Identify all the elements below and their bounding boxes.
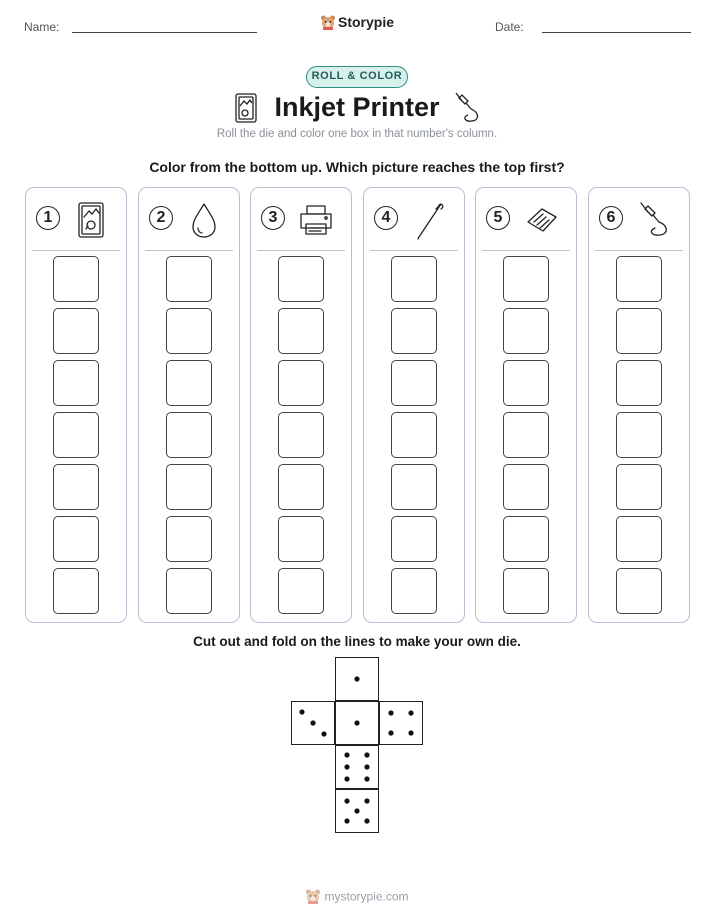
column-number: 6 — [599, 206, 623, 230]
color-box[interactable] — [166, 568, 212, 614]
needle-icon — [410, 200, 448, 240]
soldering-iron-icon — [635, 200, 673, 240]
die-face-3 — [291, 701, 335, 745]
color-box[interactable] — [53, 360, 99, 406]
column-divider — [482, 250, 570, 251]
color-box[interactable] — [616, 360, 662, 406]
color-box[interactable] — [166, 516, 212, 562]
color-box[interactable] — [391, 464, 437, 510]
color-box[interactable] — [616, 308, 662, 354]
color-box[interactable] — [166, 256, 212, 302]
column-number: 1 — [36, 206, 60, 230]
color-box[interactable] — [166, 464, 212, 510]
ink-drop-icon — [185, 200, 223, 240]
column-number: 4 — [374, 206, 398, 230]
color-box[interactable] — [616, 516, 662, 562]
color-box[interactable] — [503, 568, 549, 614]
column-5 — [475, 187, 577, 623]
bear-logo-icon — [320, 14, 336, 33]
color-box[interactable] — [166, 308, 212, 354]
color-box[interactable] — [53, 568, 99, 614]
die-face-1 — [335, 657, 379, 701]
color-box[interactable] — [503, 360, 549, 406]
brand-logo — [0, 14, 714, 33]
column-divider — [370, 250, 458, 251]
color-box[interactable] — [278, 464, 324, 510]
subtitle: Roll the die and color one box in that number's column. — [216, 128, 498, 140]
column-6 — [588, 187, 690, 623]
die-face-5 — [335, 789, 379, 833]
color-box[interactable] — [53, 256, 99, 302]
brand-name: Storypie — [337, 14, 394, 31]
column-2 — [138, 187, 240, 623]
activity-badge: ROLL & COLOR — [306, 66, 408, 88]
column-divider — [595, 250, 683, 251]
column-number: 5 — [486, 206, 510, 230]
name-label: Name: — [24, 20, 60, 34]
color-box[interactable] — [503, 464, 549, 510]
color-box[interactable] — [503, 412, 549, 458]
color-box[interactable] — [503, 308, 549, 354]
color-box[interactable] — [616, 256, 662, 302]
color-box[interactable] — [53, 516, 99, 562]
color-box[interactable] — [278, 412, 324, 458]
color-box[interactable] — [616, 568, 662, 614]
column-divider — [257, 250, 345, 251]
color-box[interactable] — [166, 360, 212, 406]
column-divider — [32, 250, 120, 251]
die-face-6 — [335, 745, 379, 789]
color-box[interactable] — [391, 412, 437, 458]
column-number: 3 — [261, 206, 285, 230]
color-box[interactable] — [391, 308, 437, 354]
color-box[interactable] — [278, 308, 324, 354]
color-box[interactable] — [616, 464, 662, 510]
soldering-iron-icon — [452, 90, 482, 124]
die-face-1 — [335, 701, 379, 745]
color-box[interactable] — [503, 256, 549, 302]
color-box[interactable] — [391, 516, 437, 562]
column-divider — [145, 250, 233, 251]
paper-sheet-icon — [522, 200, 560, 240]
footer — [0, 888, 714, 907]
color-box[interactable] — [391, 568, 437, 614]
color-box[interactable] — [53, 412, 99, 458]
color-box[interactable] — [53, 464, 99, 510]
color-box[interactable] — [278, 256, 324, 302]
footer-url: mystorypie.com — [324, 889, 409, 904]
die-instruction: Cut out and fold on the lines to make your own die. — [193, 634, 521, 649]
column-4 — [363, 187, 465, 623]
column-3 — [250, 187, 352, 623]
instruction: Color from the bottom up. Which picture reaches the top first? — [149, 159, 565, 175]
color-box[interactable] — [53, 308, 99, 354]
color-box[interactable] — [391, 256, 437, 302]
color-box[interactable] — [278, 360, 324, 406]
color-box[interactable] — [278, 568, 324, 614]
color-box[interactable] — [278, 516, 324, 562]
color-box[interactable] — [391, 360, 437, 406]
bear-logo-icon — [305, 888, 321, 907]
printer-icon — [297, 200, 335, 240]
column-number: 2 — [149, 206, 173, 230]
color-box[interactable] — [166, 412, 212, 458]
framed-photo-icon — [72, 200, 110, 240]
column-1 — [25, 187, 127, 623]
color-box[interactable] — [616, 412, 662, 458]
page-title: Inkjet Printer — [274, 92, 440, 122]
date-label: Date: — [495, 20, 524, 34]
die-face-4 — [379, 701, 423, 745]
color-box[interactable] — [503, 516, 549, 562]
